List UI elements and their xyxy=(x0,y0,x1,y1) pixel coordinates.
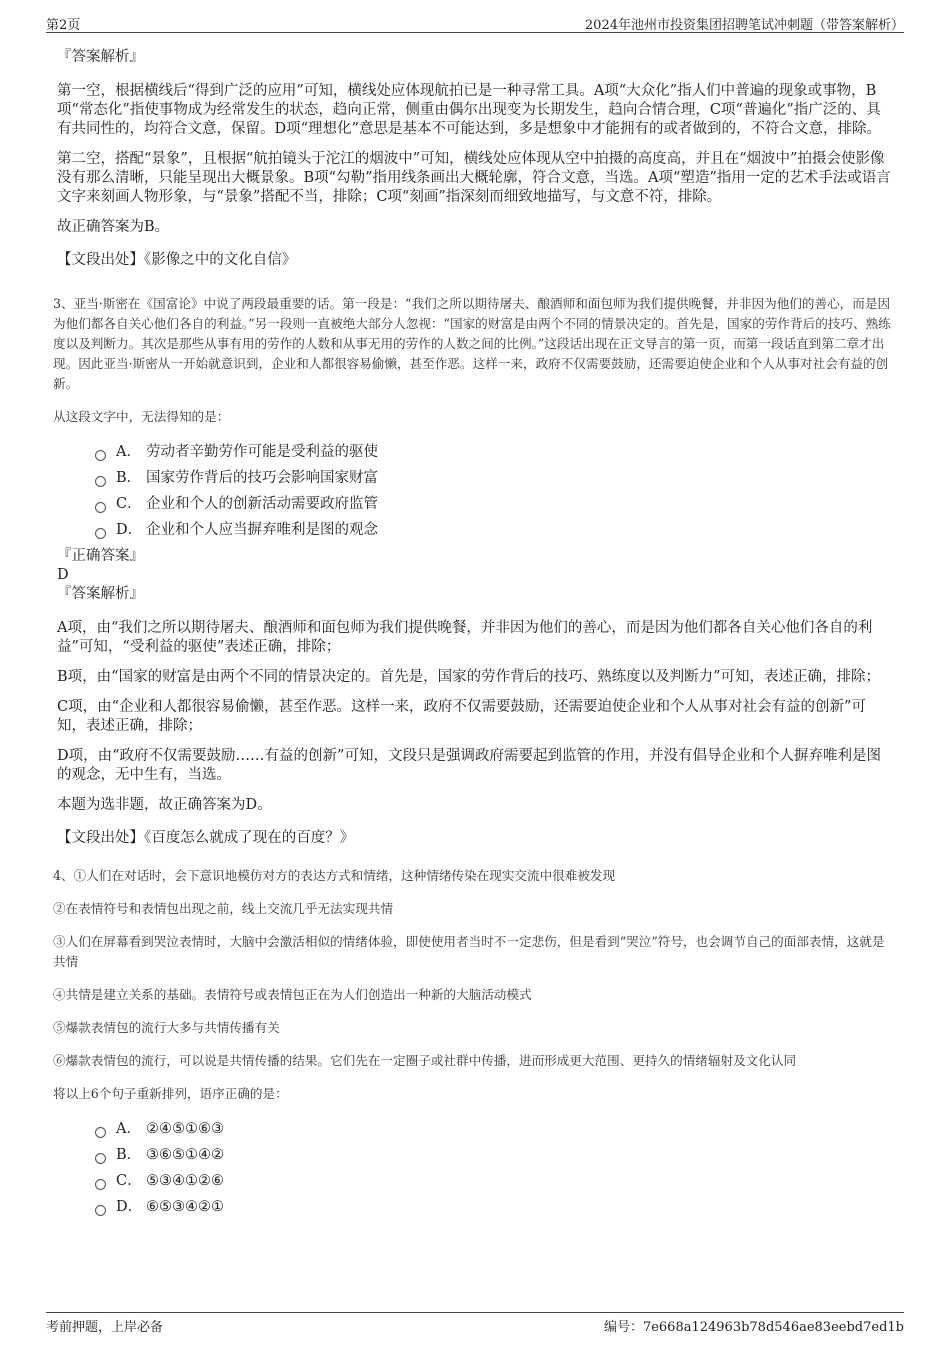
document-title: 2024年池州市投资集团招聘笔试冲刺题（带答案解析） xyxy=(584,18,904,33)
option-d[interactable]: D． 企业和个人应当摒弃唯利是图的观念 xyxy=(95,517,893,543)
analysis-paragraph: D项，由“政府不仅需要鼓励……有益的创新”可知，文段只是强调政府需要起到监管的作用，并没有倡导企业和个人摒弃唯利是图的观念，无中生有，当选。 xyxy=(57,748,881,783)
page-header xyxy=(46,14,904,33)
option-c[interactable]: C． 企业和个人的创新活动需要政府监管 xyxy=(95,491,893,517)
page-content xyxy=(53,48,893,1220)
radio-button[interactable] xyxy=(95,476,106,487)
analysis-paragraph: 第一空，根据横线后“得到广泛的应用”可知，横线处应体现航拍已是一种寻常工具。A项“大众化”指人们中普遍的现象或事物，B项“常态化”指使事物成为经常发生的状态，趋向正常，侧重由偶尔出现变为长期发生，趋向合情合理，C项“普遍化”指广泛的、具有共同性的，均符合文意，保留。D项“理想化”意思是基本不可能达到，多是想象中才能拥有的或者做到的，不符合文意，排除。 xyxy=(57,83,881,137)
analysis-paragraph: B项，由“国家的财富是由两个不同的情景决定的。首先是，国家的劳作背后的技巧、熟练度以及判断力”可知，表述正确，排除； xyxy=(57,669,880,685)
question-prompt: 从这段文字中，无法得知的是： xyxy=(53,409,230,424)
correct-answer: D xyxy=(57,567,69,583)
radio-button[interactable] xyxy=(95,1179,106,1190)
footer-slogan: 考前押题，上岸必备 xyxy=(46,1320,164,1335)
question-sentence: ⑤爆款表情包的流行大多与共情传播有关 xyxy=(53,1020,280,1035)
question-sentence: ③人们在屏幕看到哭泣表情时，大脑中会激活相似的情绪体验，即使使用者当时不一定悲伤，但是看到“哭泣”符号，也会调节自己的面部表情，这就是共情 xyxy=(53,934,885,969)
answer-label: 『正确答案』 xyxy=(57,548,144,564)
option-a[interactable]: A． 劳动者辛勤劳作可能是受利益的驱使 xyxy=(95,439,893,465)
analysis-paragraph: C项，由“企业和人都很容易偷懒，甚至作恶。这样一来，政府不仅需要鼓励，还需要迫使企业和个人从事对社会有益的创新”可知，表述正确，排除； xyxy=(57,699,866,734)
option-c[interactable]: C． ⑤③④①②⑥ xyxy=(95,1168,893,1194)
source-citation: 【文段出处】《百度怎么就成了现在的百度？》 xyxy=(57,830,355,846)
question-prompt: 将以上6个句子重新排列，语序正确的是： xyxy=(53,1086,288,1101)
question-sentence: ⑥爆款表情包的流行，可以说是共情传播的结果。它们先在一定圈子或社群中传播，进而形成更大范围、更持久的情绪辐射及文化认同 xyxy=(53,1053,797,1068)
radio-button[interactable] xyxy=(95,528,106,539)
option-a[interactable]: A． ②④⑤①⑥③ xyxy=(95,1116,893,1142)
analysis-paragraph: 第二空，搭配“景象”，且根据“航拍镜头于沱江的烟波中”可知，横线处应体现从空中拍摄的高度高，并且在“烟波中”拍摄会使影像没有那么清晰，只能呈现出大概景象。B项“勾勒”指用线条画出大概轮廓，符合文意，当选。A项“塑造”指用一定的艺术手法或语言文字来刻画人物形象，与“景象”搭配不当，排除；C项“刻画”指深刻而细致地描写，与文意不符，排除。 xyxy=(57,151,891,205)
page-footer xyxy=(46,1312,904,1335)
question-sentence: 4、①人们在对话时，会下意识地模仿对方的表达方式和情绪，这种情绪传染在现实交流中很难被发现 xyxy=(53,868,616,883)
options-list xyxy=(57,1116,893,1220)
option-b[interactable]: B． ③⑥⑤①④② xyxy=(95,1142,893,1168)
source-citation: 【文段出处】《影像之中的文化自信》 xyxy=(57,252,297,268)
conclusion: 本题为选非题，故正确答案为D。 xyxy=(57,797,272,813)
radio-button[interactable] xyxy=(95,1153,106,1164)
question-stem: 3、亚当·斯密在《国富论》中说了两段最重要的话。第一段是：“我们之所以期待屠夫、酿酒师和面包师为我们提供晚餐，并非因为他们的善心，而是因为他们都各自关心他们各自的利益。”另一段则一直被绝大部分人忽视：“国家的财富是由两个不同的情景决定的。首先是，国家的劳作背后的技巧、熟练度以及判断力。其次是那些从事有用的劳作的人数和从事无用的劳作的人数之间的比例。”这段话出现在正文导言的第一页，而第一段话直到第二章才出现。因此亚当·斯密从一开始就意识到，企业和人都很容易偷懒，甚至作恶。这样一来，政府不仅需要鼓励，还需要迫使企业和个人从事对社会有益的创新。 xyxy=(53,296,891,391)
radio-button[interactable] xyxy=(95,1127,106,1138)
radio-button[interactable] xyxy=(95,450,106,461)
options-list xyxy=(57,439,893,543)
option-d[interactable]: D． ⑥⑤③④②① xyxy=(95,1194,893,1220)
radio-button[interactable] xyxy=(95,1205,106,1216)
conclusion: 故正确答案为B。 xyxy=(57,219,170,235)
page-number: 第2页 xyxy=(46,18,81,33)
analysis-label: 『答案解析』 xyxy=(57,49,144,65)
analysis-label: 『答案解析』 xyxy=(57,586,144,602)
option-b[interactable]: B． 国家劳作背后的技巧会影响国家财富 xyxy=(95,465,893,491)
radio-button[interactable] xyxy=(95,502,106,513)
question-sentence: ④共情是建立关系的基础。表情符号或表情包正在为人们创造出一种新的大脑活动模式 xyxy=(53,987,532,1002)
document-serial: 编号：7e668a124963b78d546ae83eebd7ed1b xyxy=(603,1320,904,1335)
question-sentence: ②在表情符号和表情包出现之前，线上交流几乎无法实现共情 xyxy=(53,901,394,916)
analysis-paragraph: A项，由“我们之所以期待屠夫、酿酒师和面包师为我们提供晚餐，并非因为他们的善心，而是因为他们都各自关心他们各自的利益”可知，“受利益的驱使”表述正确，排除； xyxy=(57,620,873,655)
